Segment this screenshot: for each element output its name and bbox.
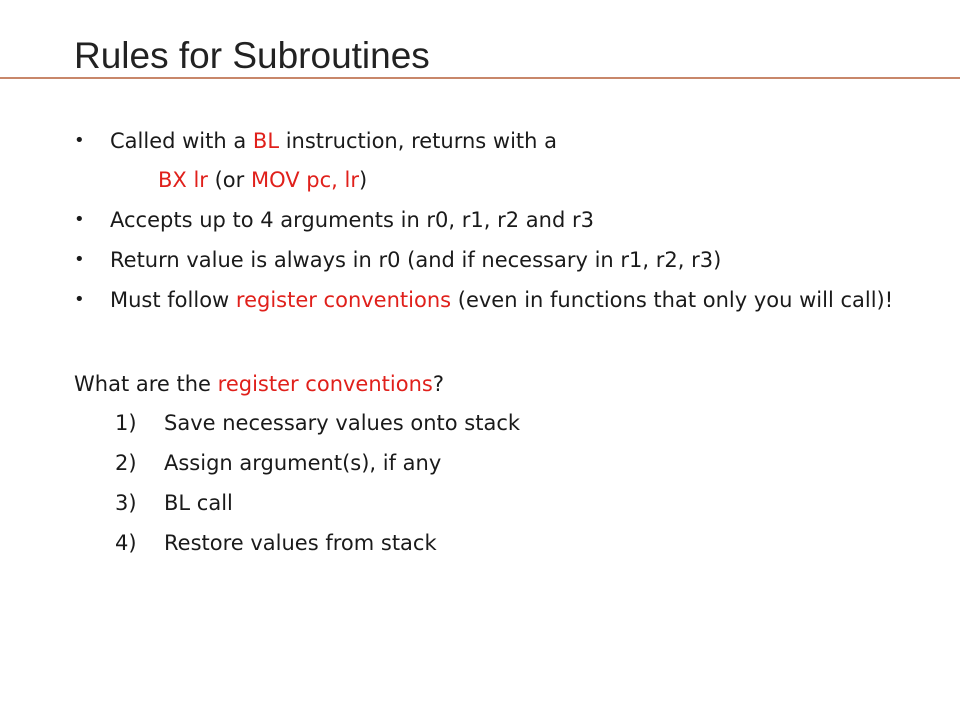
keyword-bx-lr: BX lr [158,168,208,192]
slide-title: Rules for Subroutines [74,35,430,76]
bullet-item [74,126,914,195]
step-number: 4) [115,531,137,555]
title-divider [0,77,960,79]
step-text: Assign argument(s), if any [164,451,442,475]
bullet-item [74,245,914,275]
step-number: 3) [115,491,137,515]
keyword-mov-pc-lr: MOV pc, lr [250,168,359,192]
question-text: What are the register conventions? [74,372,444,396]
steps-list [115,408,520,568]
keyword-bl: BL [252,129,280,153]
bullet-text: Return value is always in r0 (and if necessary in r1, r2, r3) [110,248,722,272]
keyword-register-conventions: register conventions [235,288,452,312]
step-text: Restore values from stack [164,531,437,555]
bullet-text: Must follow register conventions (even in functions that only you will call)! [110,288,894,312]
keyword-register-conventions: register conventions [217,372,433,396]
step-item [115,528,520,558]
step-item [115,488,520,518]
bullet-subline: BX lr (or MOV pc, lr) [158,168,368,192]
step-text: BL call [164,491,233,515]
step-text: Save necessary values onto stack [164,411,521,435]
bullet-text: Accepts up to 4 arguments in r0, r1, r2 and r3 [110,208,594,232]
step-number: 2) [115,451,137,475]
bullet-list [74,126,914,325]
bullet-item [74,205,914,235]
bullet-text: Called with a BL instruction, returns with a [110,129,557,153]
step-item [115,408,520,438]
step-item [115,448,520,478]
step-number: 1) [115,411,137,435]
bullet-item [74,285,914,315]
